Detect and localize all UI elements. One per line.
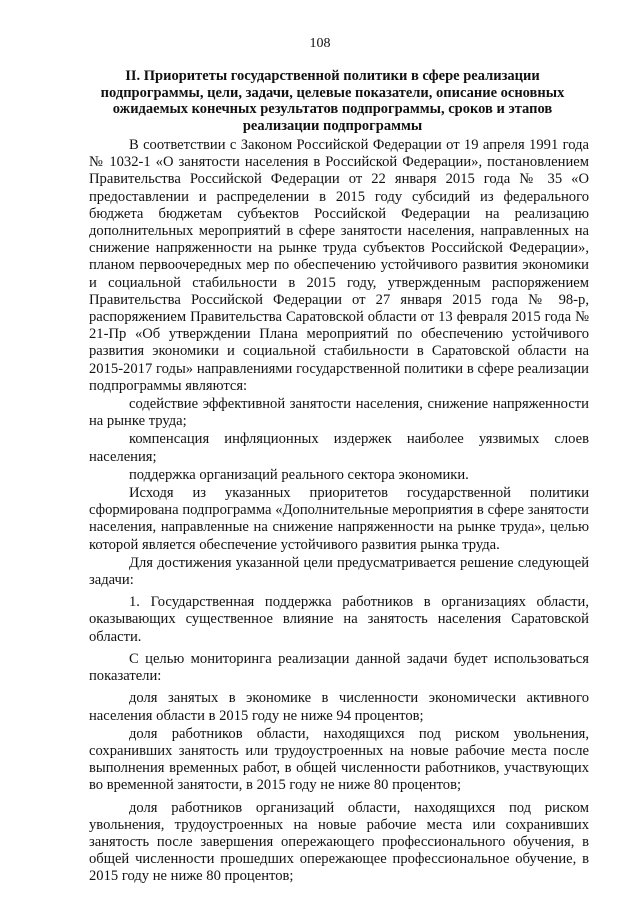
paragraph-indicator-1: доля занятых в экономике в численности экономически активного населения области в 2015 году не ниже 94 процентов; (89, 690, 589, 724)
document-body (89, 137, 589, 886)
paragraph-task-intro: Для достижения указанной цели предусматривается решение следующей задачи: (89, 554, 589, 589)
paragraph-task-1: 1. Государственная поддержка работников в организациях области, оказывающих существенное влияние на занятость населения Саратовской области. (89, 594, 589, 645)
section-heading: II. Приоритеты государственной политики в сфере реализации подпрограммы, цели, задачи, целевые показатели, описание основных ожидаемых конечных результатов подпрограммы, сроков и этапов реализации подпрограммы (100, 68, 565, 134)
page-number: 108 (309, 36, 331, 51)
paragraph-indicator-3: доля работников организаций области, находящихся под риском увольнения, трудоустроенных на новые рабочие места или сохранивших занятость после завершения опережающего профессионального обучения, в общей численности прошедших опережающее профессиональное обучение, в 2015 году не ниже 80 процентов; (89, 799, 589, 885)
paragraph-priority-inflation: компенсация инфляционных издержек наиболее уязвимых слоев населения; (89, 431, 589, 465)
paragraph-indicators-intro: С целью мониторинга реализации данной задачи будет использоваться показатели: (89, 650, 589, 685)
paragraph-subprogram-goal: Исходя из указанных приоритетов государственной политики сформирована подпрограмма «Дополнительные мероприятия в сфере занятости населения, направленные на снижение напряженности на рынке труда», целью которой является обеспечение устойчивого развития рынка труда. (89, 485, 589, 553)
paragraph-priority-organizations: поддержка организаций реального сектора экономики. (129, 466, 469, 483)
paragraph-legal-basis: В соответствии с Законом Российской Федерации от 19 апреля 1991 года № 1032-1 «О занятости населения в Российской Федерации», постановлением Правительства Российской Федерации от 22 января 2015 года № 35 «О предоставлении и распределении в 2015 году субсидий из федерального бюджета бюджетам субъектов Российской Федерации на реализацию дополнительных мероприятий в сфере занятости населения, направленных на снижение напряженности на рынке труда субъектов Российской Федерации», планом первоочередных мер по обеспечению устойчивого развития экономики и социальной стабильности в 2015 году, утвержденным распоряжением Правительства Российской Федерации от 27 января 2015 года № 98-р, распоряжением Правительства Саратовской области от 13 февраля 2015 года № 21-Пр «Об утверждении Плана мероприятий по обеспечению устойчивого развития экономики и социальной стабильности в Саратовской области на 2015-2017 годы» направлениями государственной политики в сфере реализации подпрограммы являются: (89, 137, 589, 394)
paragraph-priority-employment: содействие эффективной занятости населения, снижение напряженности на рынке труда; (89, 396, 589, 430)
paragraph-indicator-2: доля работников области, находящихся под риском увольнения, сохранивших занятость или трудоустроенных на новые рабочие места после выполнения временных работ, в общей численности работников, участвующих во временной занятости, в 2015 году не ниже 80 процентов; (89, 725, 589, 794)
